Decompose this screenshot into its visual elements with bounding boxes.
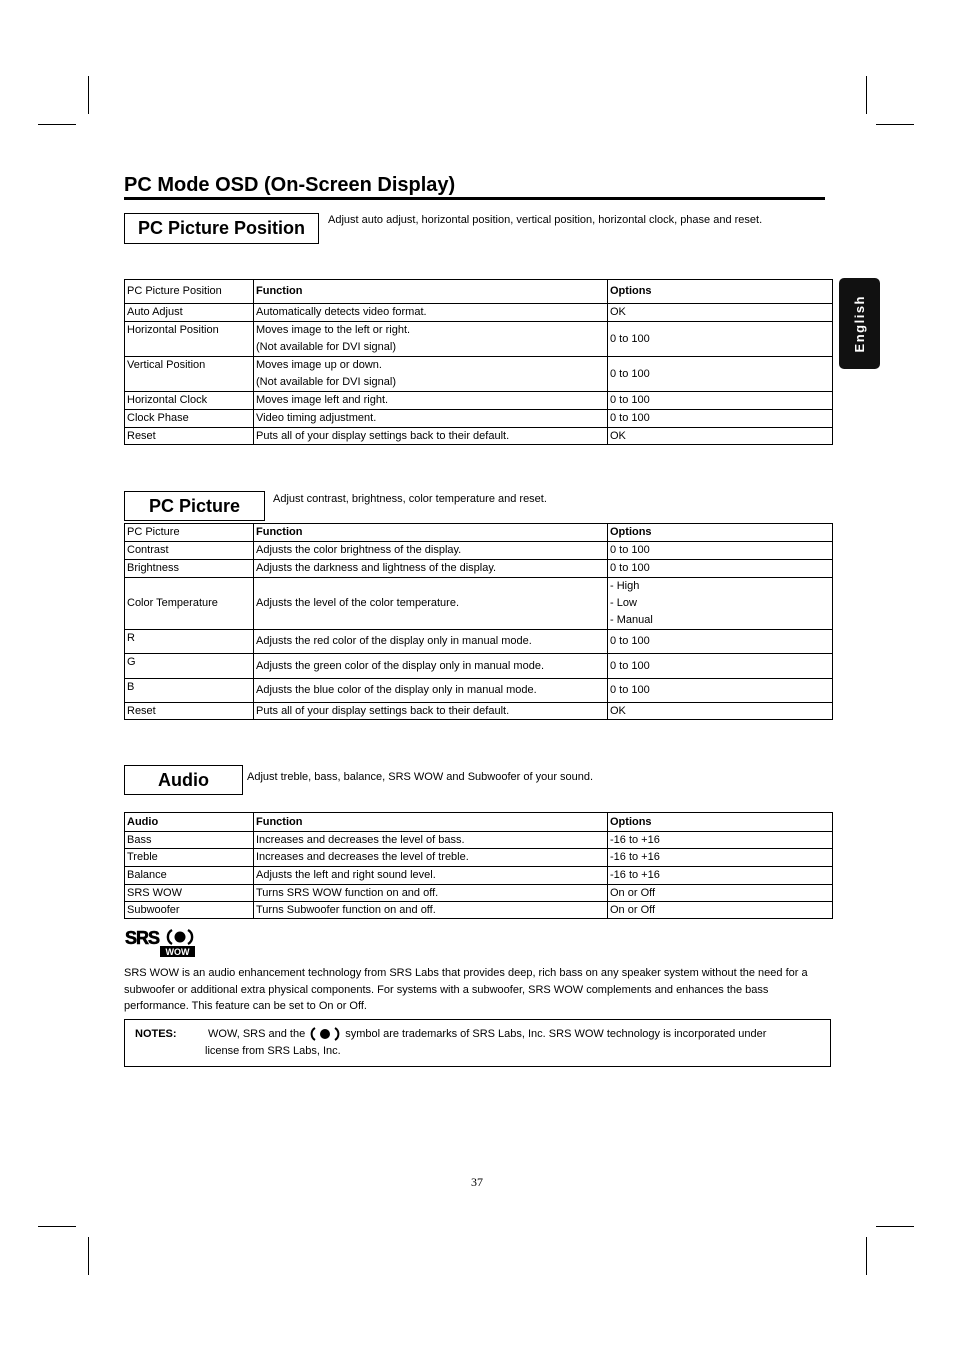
table-row [125,885,833,902]
table-cell: Adjusts the color brightness of the display. [254,542,608,560]
table-header-cell: Function [254,524,608,542]
table-header-row [125,813,833,832]
table-cell: Automatically detects video format. [254,304,608,322]
table-cell: Adjusts the red color of the display only in manual mode. [254,630,608,654]
crop-mark [876,1226,914,1227]
table-header-cell: Options [608,813,833,832]
section-description: Adjust contrast, brightness, color temperature and reset. [273,493,547,505]
cell-line: - High [610,580,640,592]
section-heading-pc-picture: PC Picture [124,491,265,521]
table-cell: 0 to 100 [608,560,833,578]
table-cell: 0 to 100 [608,630,833,654]
table-cell: OK [608,703,833,720]
pc-picture-table [124,523,833,720]
table-row [125,679,833,703]
table-cell: OK [608,304,833,322]
table-cell: Auto Adjust [125,304,254,322]
table-cell: Adjusts the level of the color temperature. [254,578,608,630]
table-row [125,542,833,560]
title-underline [124,197,825,200]
crop-mark [866,76,867,114]
table-row [125,410,833,428]
audio-table [124,812,833,919]
table-cell: On or Off [608,902,833,919]
table-row [125,392,833,410]
table-header-cell: PC Picture Position [125,280,254,304]
table-row [125,428,833,445]
table-cell: R [125,630,254,654]
table-cell: Puts all of your display settings back to their default. [254,428,608,445]
table-cell: Adjusts the darkness and lightness of the display. [254,560,608,578]
table-row [125,849,833,867]
table-cell: Contrast [125,542,254,560]
table-header-cell: Function [254,813,608,832]
table-cell [608,578,833,630]
table-row [125,322,833,357]
table-cell: Adjusts the blue color of the display only in manual mode. [254,679,608,703]
pc-picture-position-table [124,279,833,445]
table-header-cell: Audio [125,813,254,832]
table-cell: Adjusts the green color of the display only in manual mode. [254,654,608,679]
table-row [125,654,833,679]
table-header-cell: Options [608,280,833,304]
table-row [125,357,833,392]
table-row [125,560,833,578]
crop-mark [38,1226,76,1227]
wow-logo-text: WOW [165,947,190,957]
table-cell: Turns SRS WOW function on and off. [254,885,608,902]
table-header-cell: Function [254,280,608,304]
table-cell: Color Temperature [125,578,254,630]
table-cell: SRS WOW [125,885,254,902]
table-cell: Clock Phase [125,410,254,428]
srs-wow-paragraph: SRS WOW is an audio enhancement technology from SRS Labs that provides deep, rich bass on any speaker system without the need for a subwoofer or additional extra physical components. For systems with a subwoofer, SRS WOW complements and enhances the bass performance. This feature can be set to On or Off. [124,967,808,1012]
srs-logo-text: SRS [125,928,160,948]
table-header-cell: PC Picture [125,524,254,542]
table-cell: Turns Subwoofer function on and off. [254,902,608,919]
table-cell: On or Off [608,885,833,902]
section-description: Adjust treble, bass, balance, SRS WOW and Subwoofer of your sound. [247,771,594,783]
cell-line: - Manual [610,614,653,626]
table-header-row [125,524,833,542]
table-cell: Increases and decreases the level of treble. [254,849,608,867]
notes-label: NOTES: [135,1028,177,1040]
cell-line: Moves image to the left or right. [256,324,411,336]
table-cell: Balance [125,867,254,885]
crop-mark [38,124,76,125]
srs-circle-symbol-icon [309,1026,341,1042]
table-row [125,703,833,720]
table-cell: 0 to 100 [608,679,833,703]
table-row [125,304,833,322]
crop-mark [88,1237,89,1275]
table-cell: OK [608,428,833,445]
section-heading-pc-picture-position: PC Picture Position [124,213,319,244]
notes-line [208,1026,766,1042]
table-header-row [125,280,833,304]
table-header-cell: Options [608,524,833,542]
page-number: 37 [471,1175,483,1189]
table-row [125,902,833,919]
crop-mark [876,124,914,125]
table-cell: -16 to +16 [608,849,833,867]
language-tab [839,278,880,369]
table-cell: Reset [125,703,254,720]
srs-circle-symbol-icon [168,930,192,944]
table-cell: 0 to 100 [608,322,833,357]
table-cell: 0 to 100 [608,542,833,560]
table-cell: Vertical Position [125,357,254,392]
srs-wow-logo [124,927,198,958]
crop-mark [866,1237,867,1275]
table-row [125,832,833,849]
section-description: Adjust auto adjust, horizontal position, vertical position, horizontal clock, phase and reset. [328,214,763,226]
table-cell: Horizontal Position [125,322,254,357]
table-cell: 0 to 100 [608,410,833,428]
cell-line: Moves image up or down. [256,359,382,371]
cell-line: (Not available for DVI signal) [256,376,397,388]
table-cell [254,322,608,357]
table-cell: Increases and decreases the level of bass. [254,832,608,849]
notes-text: symbol are trademarks of SRS Labs, Inc. SRS WOW technology is incorporated under [345,1028,767,1040]
table-cell: Bass [125,832,254,849]
table-cell: Adjusts the left and right sound level. [254,867,608,885]
table-cell: Treble [125,849,254,867]
table-cell: G [125,654,254,679]
table-cell: Horizontal Clock [125,392,254,410]
table-cell [254,357,608,392]
crop-mark [88,76,89,114]
cell-line: (Not available for DVI signal) [256,341,397,353]
notes-text: license from SRS Labs, Inc. [205,1045,341,1057]
table-cell: -16 to +16 [608,832,833,849]
table-row [125,867,833,885]
table-cell: Moves image left and right. [254,392,608,410]
table-cell: Subwoofer [125,902,254,919]
table-cell: Brightness [125,560,254,578]
table-cell: Puts all of your display settings back to their default. [254,703,608,720]
notes-box [124,1019,831,1067]
page-title: PC Mode OSD (On-Screen Display) [124,174,456,196]
section-heading-audio: Audio [124,765,243,795]
table-cell: Video timing adjustment. [254,410,608,428]
table-cell: 0 to 100 [608,392,833,410]
table-row [125,578,833,630]
table-row [125,630,833,654]
language-tab-label: English [852,294,867,353]
cell-line: - Low [610,597,637,609]
table-cell: -16 to +16 [608,867,833,885]
notes-text: WOW, SRS and the [208,1028,306,1040]
table-cell: B [125,679,254,703]
table-cell: 0 to 100 [608,357,833,392]
table-cell: 0 to 100 [608,654,833,679]
table-cell: Reset [125,428,254,445]
